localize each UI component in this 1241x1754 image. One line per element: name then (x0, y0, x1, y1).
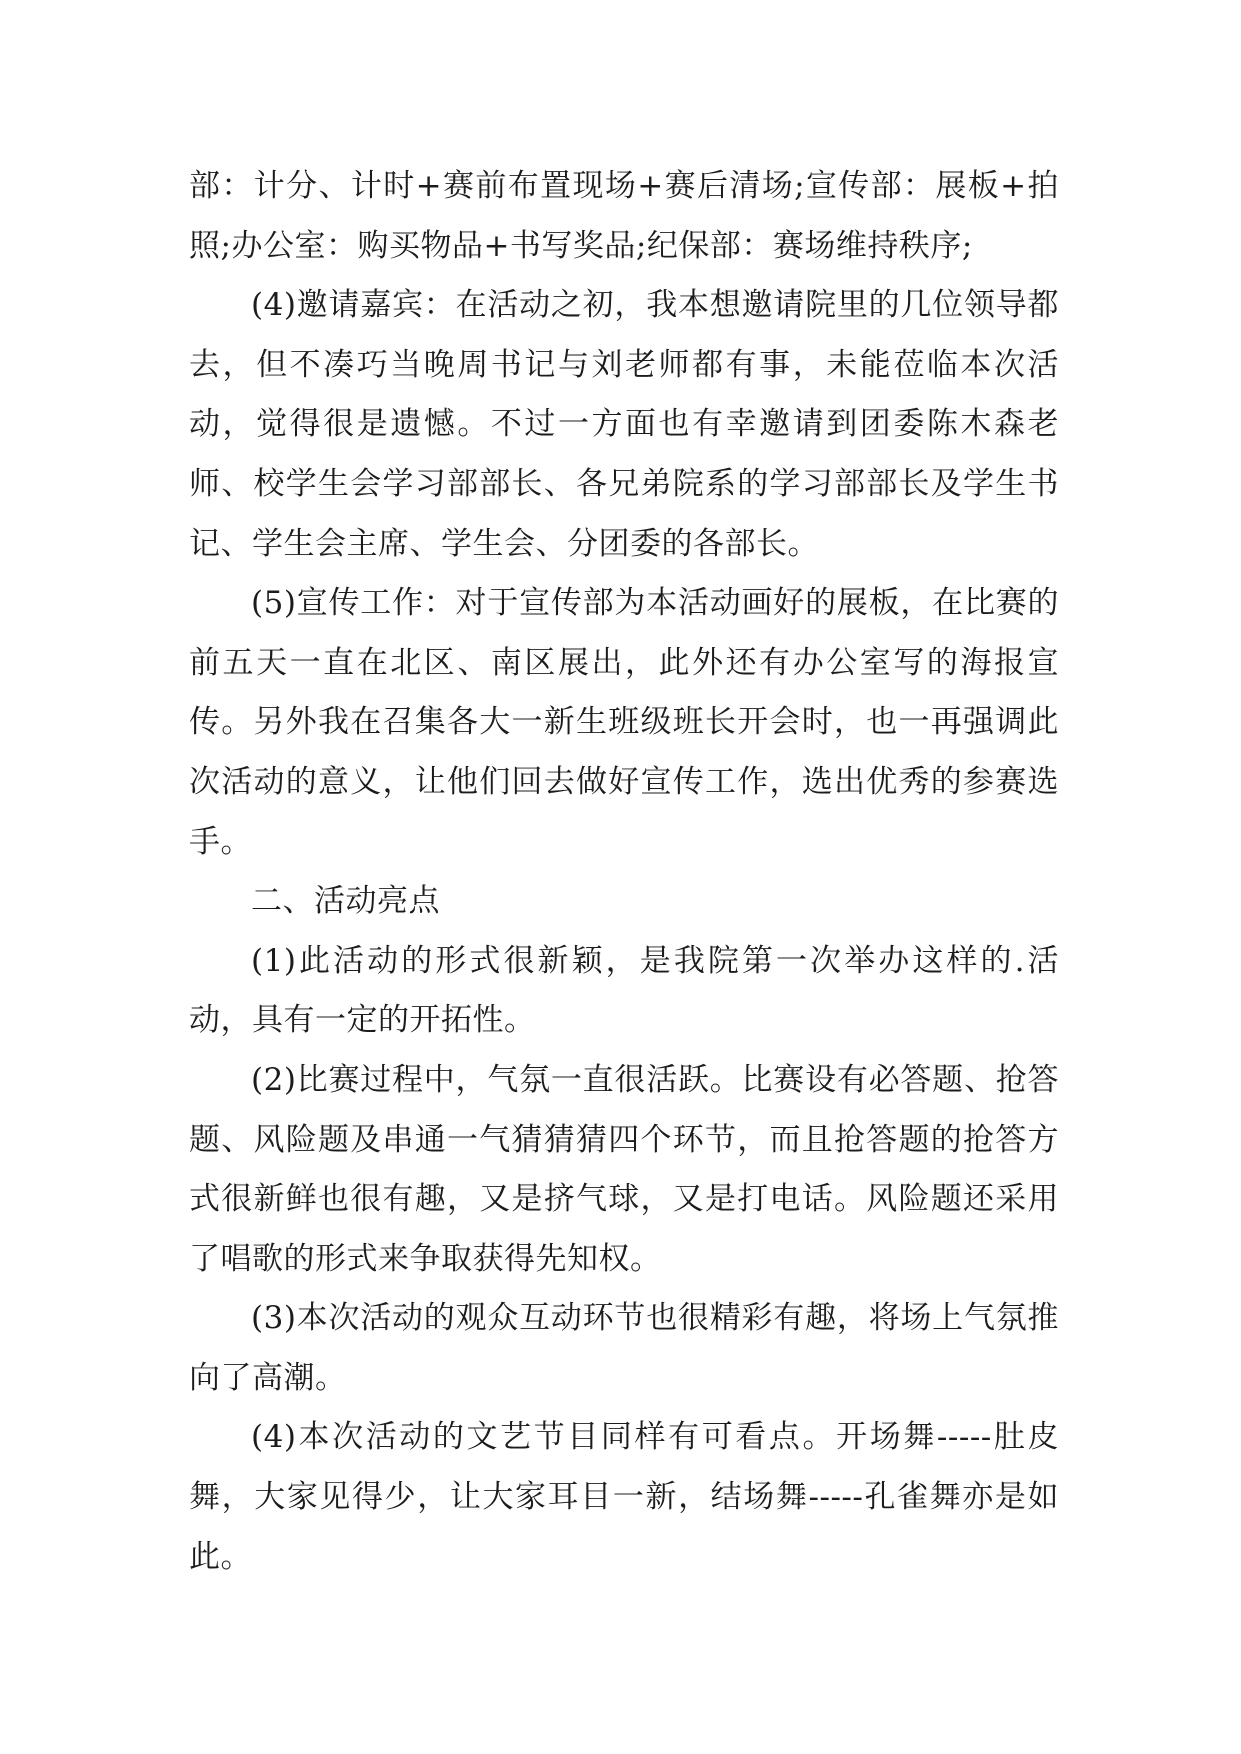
paragraph-highlight-4: (4)本次活动的文艺节目同样有可看点。开场舞-----肚皮舞，大家见得少，让大家耳目一新，结场舞-----孔雀舞亦是如此。 (189, 1419, 1059, 1575)
paragraph-highlight-3: (3)本次活动的观众互动环节也很精彩有趣，将场上气氛推向了高潮。 (189, 1300, 1059, 1396)
paragraph-highlight-1: (1)此活动的形式很新颖，是我院第一次举办这样的.活动，具有一定的开拓性。 (189, 942, 1059, 1039)
paragraph-invite-guests: (4)邀请嘉宾：在活动之初，我本想邀请院里的几位领导都去，但不凑巧当晚周书记与刘老师都有事，未能莅临本次活动，觉得很是遗憾。不过一方面也有幸邀请到团委陈木森老师、校学生会学习部部长、各兄弟院系的学习部部长及学生书记、学生会主席、学生会、分团委的各部长。 (189, 287, 1059, 562)
paragraph-continuation: 部：计分、计时+赛前布置现场+赛后清场;宣传部：展板+拍照;办公室：购买物品+书写奖品;纪保部：赛场维持秩序; (189, 168, 1059, 264)
paragraph-publicity-work: (5)宣传工作：对于宣传部为本活动画好的展板，在比赛的前五天一直在北区、南区展出，此外还有办公室写的海报宣传。另外我在召集各大一新生班级班长开会时，也一再强调此次活动的意义，让他们回去做好宣传工作，选出优秀的参赛选手。 (189, 585, 1059, 860)
document-body (189, 157, 1059, 1587)
paragraph-highlight-2: (2)比赛过程中，气氛一直很活跃。比赛设有必答题、抢答题、风险题及串通一气猜猜猜四个环节，而且抢答题的抢答方式很新鲜也很有趣，又是挤气球，又是打电话。风险题还采用了唱歌的形式来争取获得先知权。 (189, 1061, 1059, 1277)
section-heading-highlights: 二、活动亮点 (251, 883, 440, 920)
